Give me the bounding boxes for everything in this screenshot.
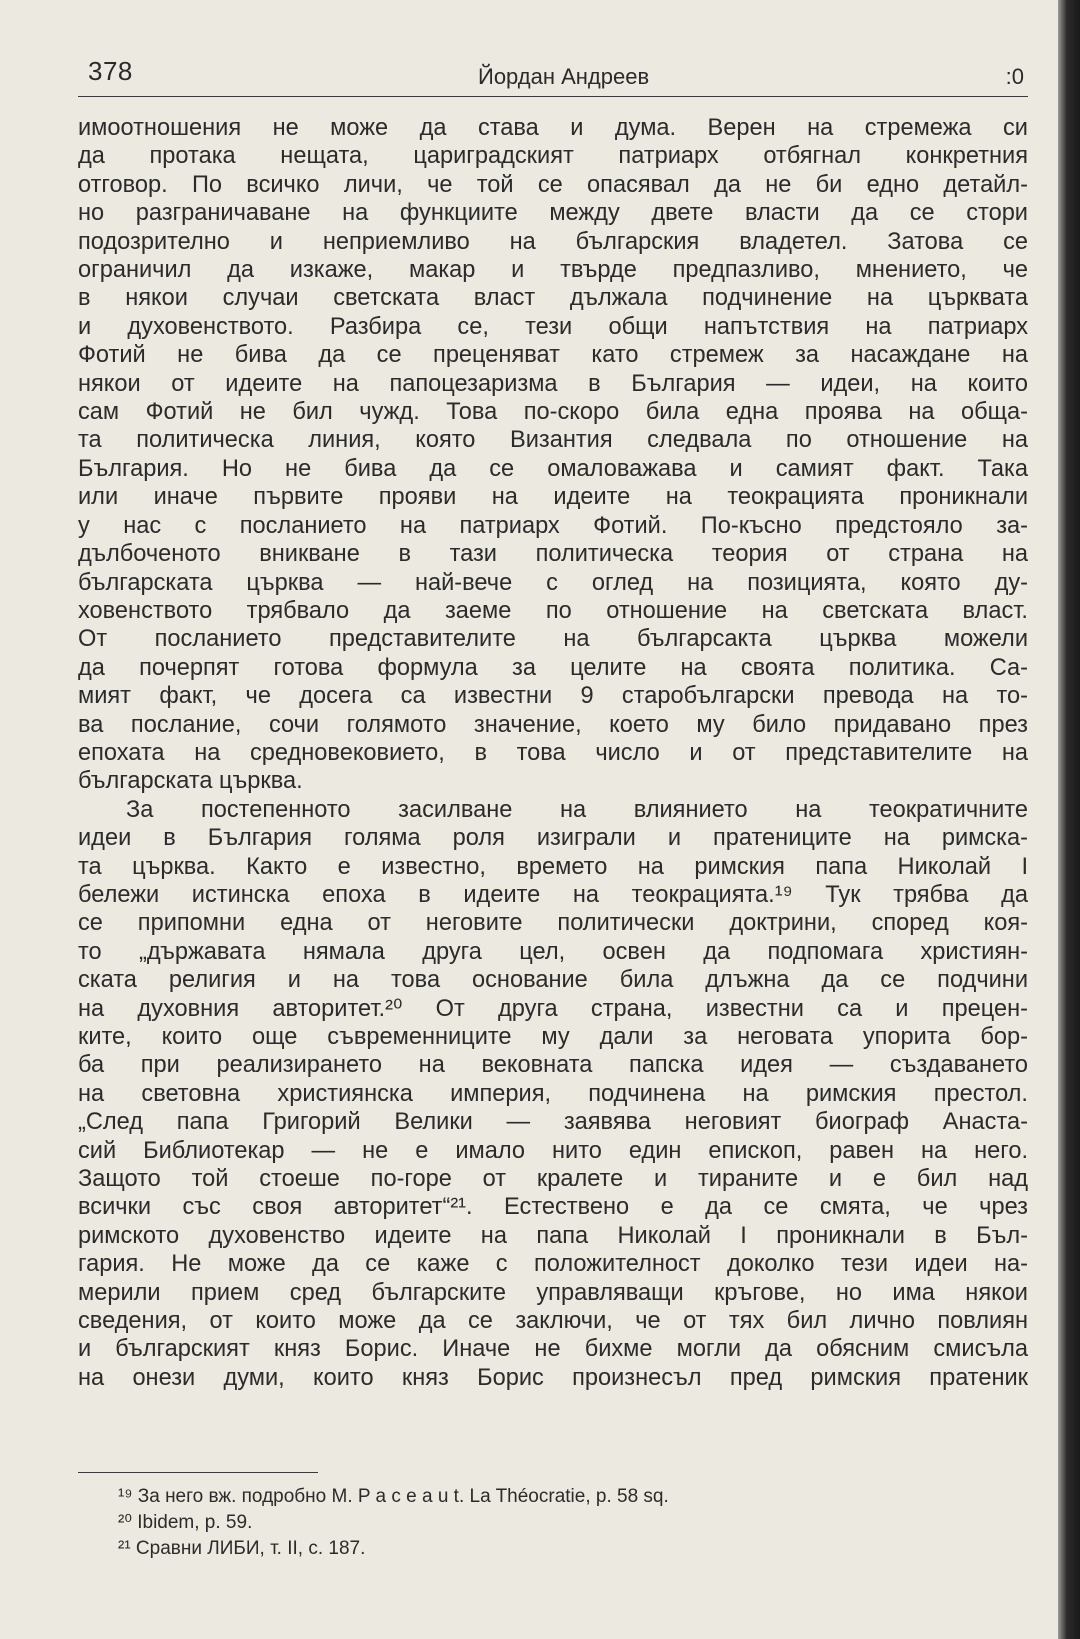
text-line: ската религия и на това основание била длъжна да се подчини bbox=[78, 967, 1028, 994]
paragraph-end-line: българската църква. bbox=[78, 768, 303, 795]
text-line: мерили прием сред българските управляващи кръгове, но има някои bbox=[78, 1279, 1028, 1306]
text-line: и българският княз Борис. Иначе не бихме могли да обясним смисъла bbox=[78, 1336, 1028, 1363]
footnote-21: ²¹ Сравни ЛИБИ, т. II, с. 187. bbox=[118, 1538, 366, 1559]
text-line: подозрително и неприемливо на българския владетел. Затова се bbox=[78, 228, 1028, 255]
page-header bbox=[78, 52, 1028, 96]
text-line: бележи истинска епоха в идеите на теокрацията.¹⁹ Тук трябва да bbox=[78, 881, 1028, 908]
text-line: или иначе първите прояви на идеите на теокрацията проникнали bbox=[78, 484, 1028, 511]
running-head-author: Йордан Андреев bbox=[478, 64, 650, 89]
text-line: ва послание, сочи голямото значение, което му било придавано през bbox=[78, 711, 1028, 738]
text-line: България. Но не бива да се омаловажава и самият факт. Така bbox=[78, 455, 1028, 482]
footnote-19: ¹⁹ За него вж. подробно M. P a c e a u t. La Théocratie, p. 58 sq. bbox=[118, 1486, 669, 1507]
paragraph-start-line: За постепенното засилване на влиянието на теократичните bbox=[126, 796, 1028, 823]
text-line: сведения, от които може да се заключи, че от тях бил лично повлиян bbox=[78, 1308, 1028, 1335]
text-line: ките, които още съвременниците му дали за неговата упорита бор- bbox=[78, 1024, 1028, 1050]
header-rule bbox=[78, 96, 1028, 97]
text-line: на онези думи, които княз Борис произнесъл пред римския пратеник bbox=[78, 1364, 1028, 1391]
text-line: и духовенството. Разбира се, тези общи напътствия на патриарх bbox=[78, 313, 1028, 340]
text-line: Защото той стоеше по-горе от кралете и тираните и е бил над bbox=[78, 1166, 1028, 1193]
text-line: у нас с посланието на патриарх Фотий. По-късно предстояло за- bbox=[78, 512, 1028, 539]
text-line: ба при реализирането на вековната папска идея — създаването bbox=[78, 1052, 1028, 1079]
text-line: българската църква — най-вече с оглед на позицията, която ду- bbox=[78, 569, 1028, 596]
text-line: та политическа линия, която Византия следвала по отношение на bbox=[78, 427, 1028, 454]
book-spine-shadow bbox=[1058, 0, 1080, 1639]
text-line: сий Библиотекар — не е имало нито един епископ, равен на него. bbox=[78, 1137, 1028, 1164]
text-line: но разграничаване на функциите между двете власти да се стори bbox=[78, 200, 1028, 227]
text-line: да почерпят готова формула за целите на своята политика. Са- bbox=[78, 654, 1028, 681]
text-line: на духовния авторитет.²⁰ От друга страна, известни са и прецен- bbox=[78, 995, 1028, 1022]
text-line: римското духовенство идеите на папа Николай I проникнали в Бъл- bbox=[78, 1222, 1028, 1249]
body-text bbox=[78, 114, 1028, 1392]
text-line: се припомни една от неговите политически доктрини, според коя- bbox=[78, 910, 1028, 937]
text-line: сам Фотий не бил чужд. Това по-скоро била една проява на обща- bbox=[78, 399, 1028, 426]
text-line: имоотношения не може да става и дума. Верен на стремежа си bbox=[78, 115, 1028, 141]
text-line: „След папа Григорий Велики — заявява неговият биограф Анаста- bbox=[78, 1109, 1028, 1136]
text-line: гария. Не може да се каже с положителност доколко тези идеи на- bbox=[78, 1251, 1028, 1278]
text-line: на световна християнска империя, подчинена на римския престол. bbox=[78, 1080, 1028, 1107]
text-line: идеи в България голяма роля изиграли и пратениците на римска- bbox=[78, 825, 1028, 852]
text-line: епохата на средновековието, в това число и от представителите на bbox=[78, 739, 1028, 766]
text-line: отговор. По всичко личи, че той се опасявал да не би едно детайл- bbox=[78, 171, 1028, 198]
footnotes bbox=[118, 1484, 1018, 1562]
footnote-20: ²⁰ Ibidem, p. 59. bbox=[118, 1512, 253, 1533]
text-line: в някои случаи светската власт дължала подчинение на църквата bbox=[78, 285, 1028, 312]
text-line: мият факт, че досега са известни 9 старобългарски превода на то- bbox=[78, 683, 1028, 710]
text-line: да протака нещата, цариградският патриарх отбягнал конкретния bbox=[78, 143, 1028, 170]
text-line: та църква. Както е известно, времето на римския папа Николай I bbox=[78, 853, 1028, 880]
text-line: дълбоченото вникване в тази политическа теория от страна на bbox=[78, 541, 1028, 568]
text-line: то „държавата нямала друга цел, освен да подпомага християн- bbox=[78, 938, 1028, 965]
text-line: някои от идеите на папоцезаризма в България — идеи, на които bbox=[78, 370, 1028, 397]
text-line: всички със своя авторитет“²¹. Естествено е да се смята, че чрез bbox=[78, 1194, 1028, 1221]
text-line: ховенството трябвало да заеме по отношение на светската власт. bbox=[78, 597, 1028, 624]
text-line: ограничил да изкаже, макар и твърде предпазливо, мнението, че bbox=[78, 257, 1028, 284]
text-line: От посланието представителите на българсакта църква можели bbox=[78, 626, 1028, 653]
page-number: 378 bbox=[88, 56, 133, 86]
text-line: Фотий не бива да се преценяват като стремеж за насаждане на bbox=[78, 342, 1028, 369]
footnote-rule bbox=[78, 1472, 318, 1473]
header-mark: :0 bbox=[1005, 64, 1024, 89]
